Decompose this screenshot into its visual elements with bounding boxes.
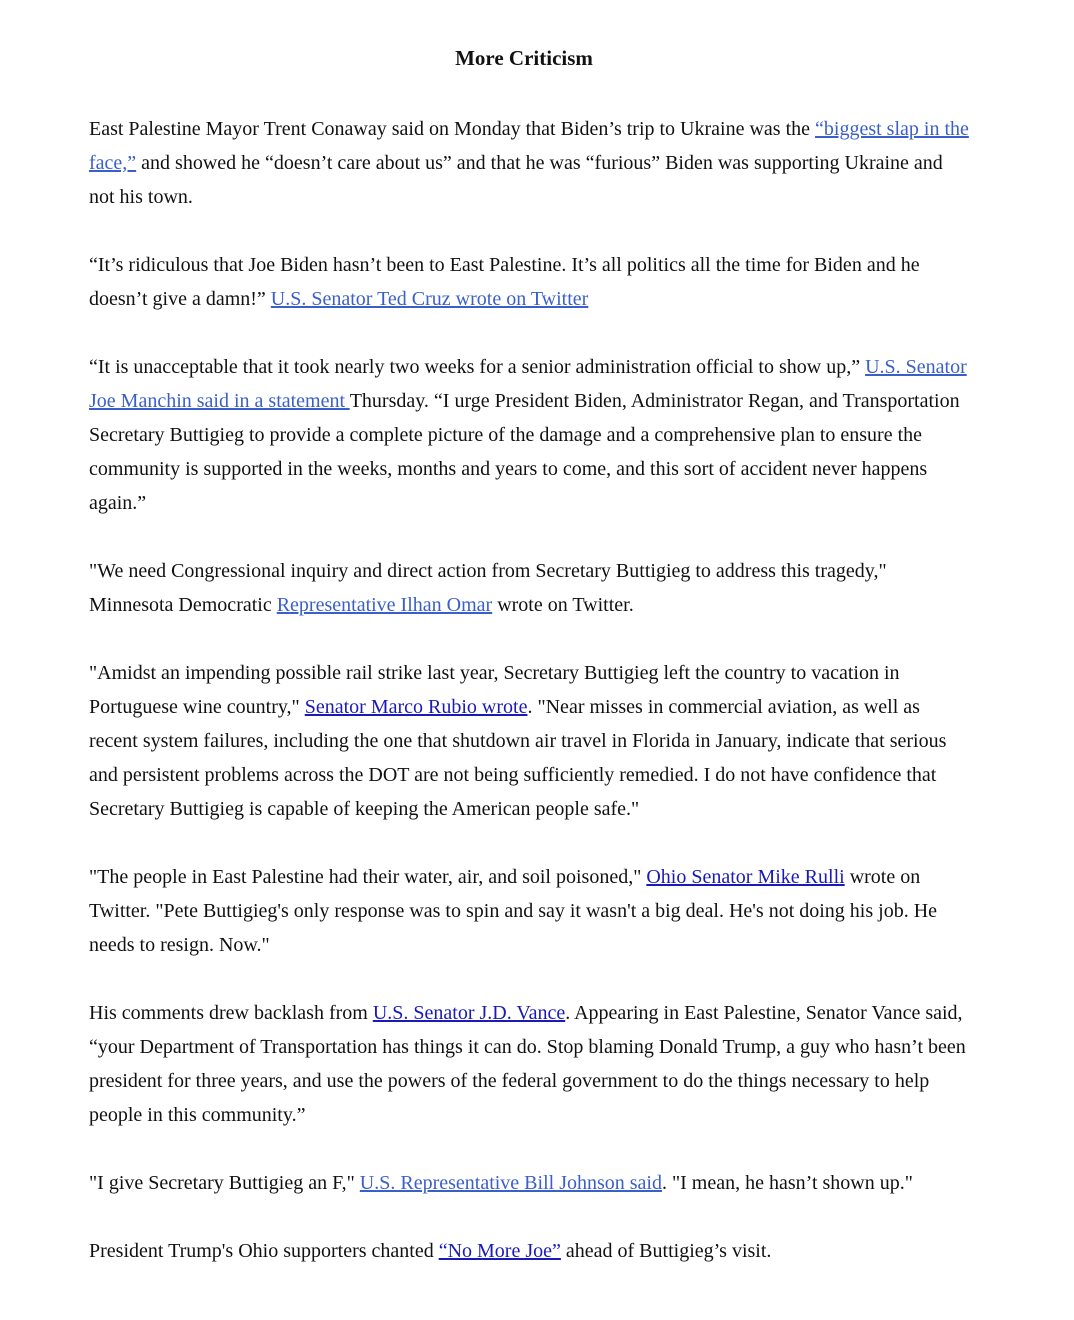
link-mike-rulli[interactable]: Ohio Senator Mike Rulli [646,866,845,888]
link-manchin-statement[interactable]: U.S. Senator Joe Manchin said in a statement [89,356,967,412]
paragraph-ted-cruz [89,248,969,316]
paragraph-mayor-conaway [89,112,969,214]
paragraph-trump-supporters [89,1234,969,1268]
paragraph-text: "The people in East Palestine had their water, air, and soil poisoned," [89,866,647,888]
link-no-more-joe[interactable]: “No More Joe” [438,1240,561,1262]
paragraph-text: . "Near misses in commercial aviation, as well as recent system failures, including the one that shutdown air travel in Florida in January, indicate that serious and persistent problems across the DOT are not being sufficiently remedied. I do not have confidence that Secretary Buttigieg is capable of keeping the American people safe." [89,696,947,820]
link-biggest-slap[interactable]: “biggest slap in the face,” [89,118,969,174]
section-title: More Criticism [455,46,593,70]
paragraph-ilhan-omar [89,554,969,622]
paragraph-text: "We need Congressional inquiry and direct action from Secretary Buttigieg to address this tragedy," Minnesota Democratic [89,560,887,616]
paragraph-text: wrote on Twitter. "Pete Buttigieg's only response was to spin and say it wasn't a big deal. He's not doing his job. He needs to resign. Now." [89,866,938,956]
paragraph-text: His comments drew backlash from [89,1002,373,1024]
paragraph-bill-johnson [89,1166,969,1200]
paragraph-text: . "I mean, he hasn’t shown up." [661,1172,913,1194]
link-ilhan-omar[interactable]: Representative Ilhan Omar [276,594,493,616]
paragraph-text: “It is unacceptable that it took nearly two weeks for a senior administration official to show up,” [89,356,866,378]
paragraph-jd-vance [89,996,969,1132]
paragraph-text: “It’s ridiculous that Joe Biden hasn’t been to East Palestine. It’s all politics all the time for Biden and he doesn’t give a damn!” [89,254,920,310]
paragraph-text: "Amidst an impending possible rail strike last year, Secretary Buttigieg left the country to vacation in Portuguese wine country," [89,662,900,718]
paragraph-mike-rulli [89,860,969,962]
paragraph-text: wrote on Twitter. [492,594,634,616]
paragraph-text: Thursday. “I urge President Biden, Administrator Regan, and Transportation Secretary Buttigieg to provide a complete picture of the damage and a comprehensive plan to ensure the community is supported in the weeks, months and years to come, and this sort of accident never happens again.” [89,390,960,514]
paragraph-text: "I give Secretary Buttigieg an F," [89,1172,360,1194]
paragraph-text: and showed he “doesn’t care about us” and that he was “furious” Biden was supporting Ukraine and not his town. [89,152,943,208]
paragraph-joe-manchin [89,350,969,520]
link-marco-rubio[interactable]: Senator Marco Rubio wrote [304,696,528,718]
paragraph-marco-rubio [89,656,969,826]
link-bill-johnson[interactable]: U.S. Representative Bill Johnson said [359,1172,662,1194]
paragraph-text: President Trump's Ohio supporters chanted [89,1240,439,1262]
paragraph-text: East Palestine Mayor Trent Conaway said on Monday that Biden’s trip to Ukraine was the [89,118,816,140]
paragraph-text: . Appearing in East Palestine, Senator Vance said, “your Department of Transportation has things it can do. Stop blaming Donald Trump, a guy who hasn’t been president for three years, and use the powers of the federal government to do the things necessary to help people in this community.” [89,1002,966,1126]
link-jd-vance[interactable]: U.S. Senator J.D. Vance [372,1002,566,1024]
paragraph-text: ahead of Buttigieg’s visit. [560,1240,772,1262]
link-ted-cruz-twitter[interactable]: U.S. Senator Ted Cruz wrote on Twitter [270,288,589,310]
